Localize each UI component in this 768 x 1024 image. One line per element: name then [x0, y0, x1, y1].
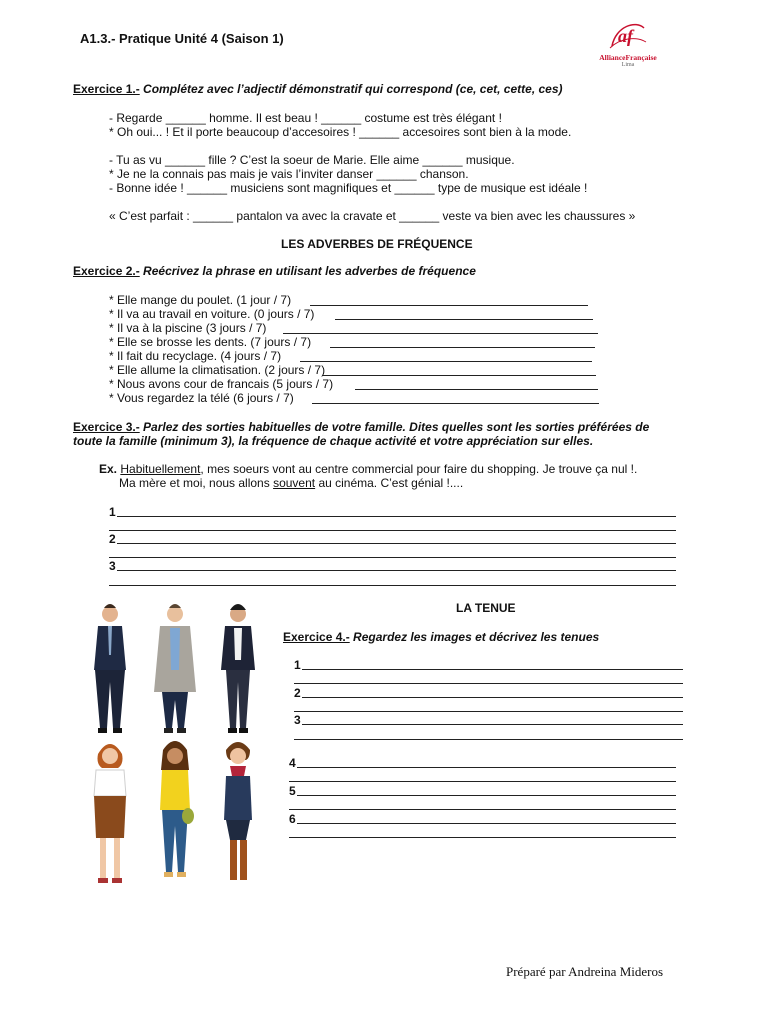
ex1-line-3: - Tu as vu ______ fille ? C’est la soeur de Marie. Elle aime ______ musique.	[109, 153, 515, 167]
page-title: A1.3.- Pratique Unité 4 (Saison 1)	[80, 31, 284, 46]
ex2-answer-line-1[interactable]	[310, 305, 588, 306]
logo-city: Lima	[621, 62, 635, 68]
exercise-3-instruction-line-2	[73, 434, 593, 448]
ex4-number-6: 6	[289, 812, 296, 826]
ex2-answer-line-7[interactable]	[355, 389, 598, 390]
exercise-2-title	[73, 264, 476, 278]
ex4-answer-line-4b[interactable]	[289, 781, 676, 782]
ex4-answer-line-3b[interactable]	[294, 739, 683, 740]
ex4-number-3: 3	[294, 713, 301, 727]
ex3-number-3: 3	[109, 559, 116, 573]
exercise-1-instruction: Complétez avec l’adjectif démonstratif qui correspond (ce, cet, cette, ces)	[139, 82, 563, 96]
ex4-answer-line-5b[interactable]	[289, 809, 676, 810]
example-text-2: au cinéma. C’est génial !....	[315, 476, 464, 490]
ex4-number-2: 2	[294, 686, 301, 700]
example-adverb-1: Habituellement	[120, 462, 201, 476]
ex4-number-4: 4	[289, 756, 296, 770]
exercise-4-instruction: Regardez les images et décrivez les tenues	[349, 630, 600, 644]
ex3-answer-line-1b[interactable]	[109, 530, 676, 531]
ex2-answer-line-6[interactable]	[322, 375, 596, 376]
ex2-line-7: * Nous avons cour de francais (5 jours / 7)	[109, 377, 334, 391]
exercise-1-label: Exercice 1.-	[73, 82, 140, 96]
exercise-3-instruction-1: Parlez des sorties habituelles de votre famille. Dites quelles sont les sorties préférées de	[139, 420, 650, 434]
af-logo-icon	[606, 18, 650, 50]
ex2-answer-line-4[interactable]	[330, 347, 595, 348]
ex4-answer-line-6b[interactable]	[289, 837, 676, 838]
ex2-line-1: * Elle mange du poulet. (1 jour / 7)	[109, 293, 292, 307]
ex2-line-5: * Il fait du recyclage. (4 jours / 7)	[109, 349, 282, 363]
ex3-number-1: 1	[109, 505, 116, 519]
exercise-3-instruction-2: toute la famille (minimum 3), la fréquence de chaque activité et votre appréciation sur elles.	[73, 434, 594, 448]
ex1-line-1: - Regarde ______ homme. Il est beau ! ______ costume est très élégant !	[109, 111, 502, 125]
ex2-line-4: * Elle se brosse les dents. (7 jours / 7)	[109, 335, 312, 349]
ex3-number-2: 2	[109, 532, 116, 546]
author-footer: Préparé par Andreina Mideros	[506, 964, 664, 979]
tenue-heading: LA TENUE	[456, 601, 516, 615]
exercise-2-instruction: Reécrivez la phrase en utilisant les adverbes de fréquence	[139, 264, 476, 278]
ex3-example-line-1	[99, 462, 637, 476]
ex1-line-6: « C’est parfait : ______ pantalon va avec la cravate et ______ veste va bien avec les chaussures »	[109, 209, 636, 223]
ex4-answer-line-4a[interactable]	[297, 767, 676, 768]
ex4-number-1: 1	[294, 658, 301, 672]
ex2-line-2: * Il va au travail en voiture. (0 jours / 7)	[109, 307, 315, 321]
woman-red-scarf-figure	[224, 742, 252, 880]
logo-name: AllianceFrançaise	[599, 53, 657, 62]
ex2-answer-line-5[interactable]	[300, 361, 592, 362]
example-text-1: , mes soeurs vont au centre commercial pour faire du shopping. Je trouve ça nul !.	[200, 462, 638, 476]
exercise-3-title	[73, 420, 649, 434]
ex3-example-line-2	[119, 476, 463, 490]
ex2-line-8: * Vous regardez la télé (6 jours / 7)	[109, 391, 294, 405]
ex1-line-2: * Oh oui... ! Et il porte beaucoup d’accesoires ! ______ accesoires sont bien à la mode.	[109, 125, 572, 139]
ex2-answer-line-3[interactable]	[283, 333, 598, 334]
ex4-answer-line-3a[interactable]	[302, 724, 683, 725]
exercise-4-title	[283, 630, 599, 644]
example-adverb-2: souvent	[273, 476, 316, 490]
adverbs-heading: LES ADVERBES DE FRÉQUENCE	[281, 237, 473, 251]
men-outfits-illustration	[80, 600, 275, 740]
ex4-answer-line-6a[interactable]	[297, 823, 676, 824]
ex2-line-3: * Il va à la piscine (3 jours / 7)	[109, 321, 267, 335]
example-text-2-pre: Ma mère et moi, nous allons	[119, 476, 274, 490]
ex2-answer-line-8[interactable]	[312, 403, 599, 404]
ex4-answer-line-5a[interactable]	[297, 795, 676, 796]
ex1-line-4: * Je ne la connais pas mais je vais l’inviter danser ______ chanson.	[109, 167, 469, 181]
ex4-answer-line-1b[interactable]	[294, 683, 683, 684]
svg-text:af: af	[618, 26, 633, 46]
exercise-2-label: Exercice 2.-	[73, 264, 140, 278]
example-label: Ex.	[99, 462, 118, 476]
ex3-answer-line-1a[interactable]	[117, 516, 676, 517]
ex4-answer-line-1a[interactable]	[302, 669, 683, 670]
ex4-answer-line-2a[interactable]	[302, 697, 683, 698]
ex3-answer-line-3b[interactable]	[109, 585, 676, 586]
ex2-line-6: * Elle allume la climatisation. (2 jours / 7)	[109, 363, 326, 377]
alliance-francaise-logo	[588, 18, 668, 68]
ex1-line-5: - Bonne idée ! ______ musiciens sont magnifiques et ______ type de musique est idéale !	[109, 181, 588, 195]
man-black-jacket-figure	[221, 604, 255, 733]
ex3-answer-line-2a[interactable]	[117, 543, 676, 544]
women-outfits-illustration	[80, 740, 275, 890]
exercise-3-label: Exercice 3.-	[73, 420, 140, 434]
ex4-answer-line-2b[interactable]	[294, 711, 683, 712]
exercise-4-label: Exercice 4.-	[283, 630, 350, 644]
ex3-answer-line-2b[interactable]	[109, 557, 676, 558]
man-navy-suit-figure	[94, 604, 126, 733]
woman-yellow-top-figure	[160, 741, 194, 877]
ex2-answer-line-2[interactable]	[335, 319, 593, 320]
ex3-answer-line-3a[interactable]	[117, 570, 676, 571]
ex4-number-5: 5	[289, 784, 296, 798]
man-trench-coat-figure	[154, 604, 196, 733]
exercise-1-title	[73, 82, 563, 96]
woman-white-blouse-figure	[94, 744, 126, 883]
